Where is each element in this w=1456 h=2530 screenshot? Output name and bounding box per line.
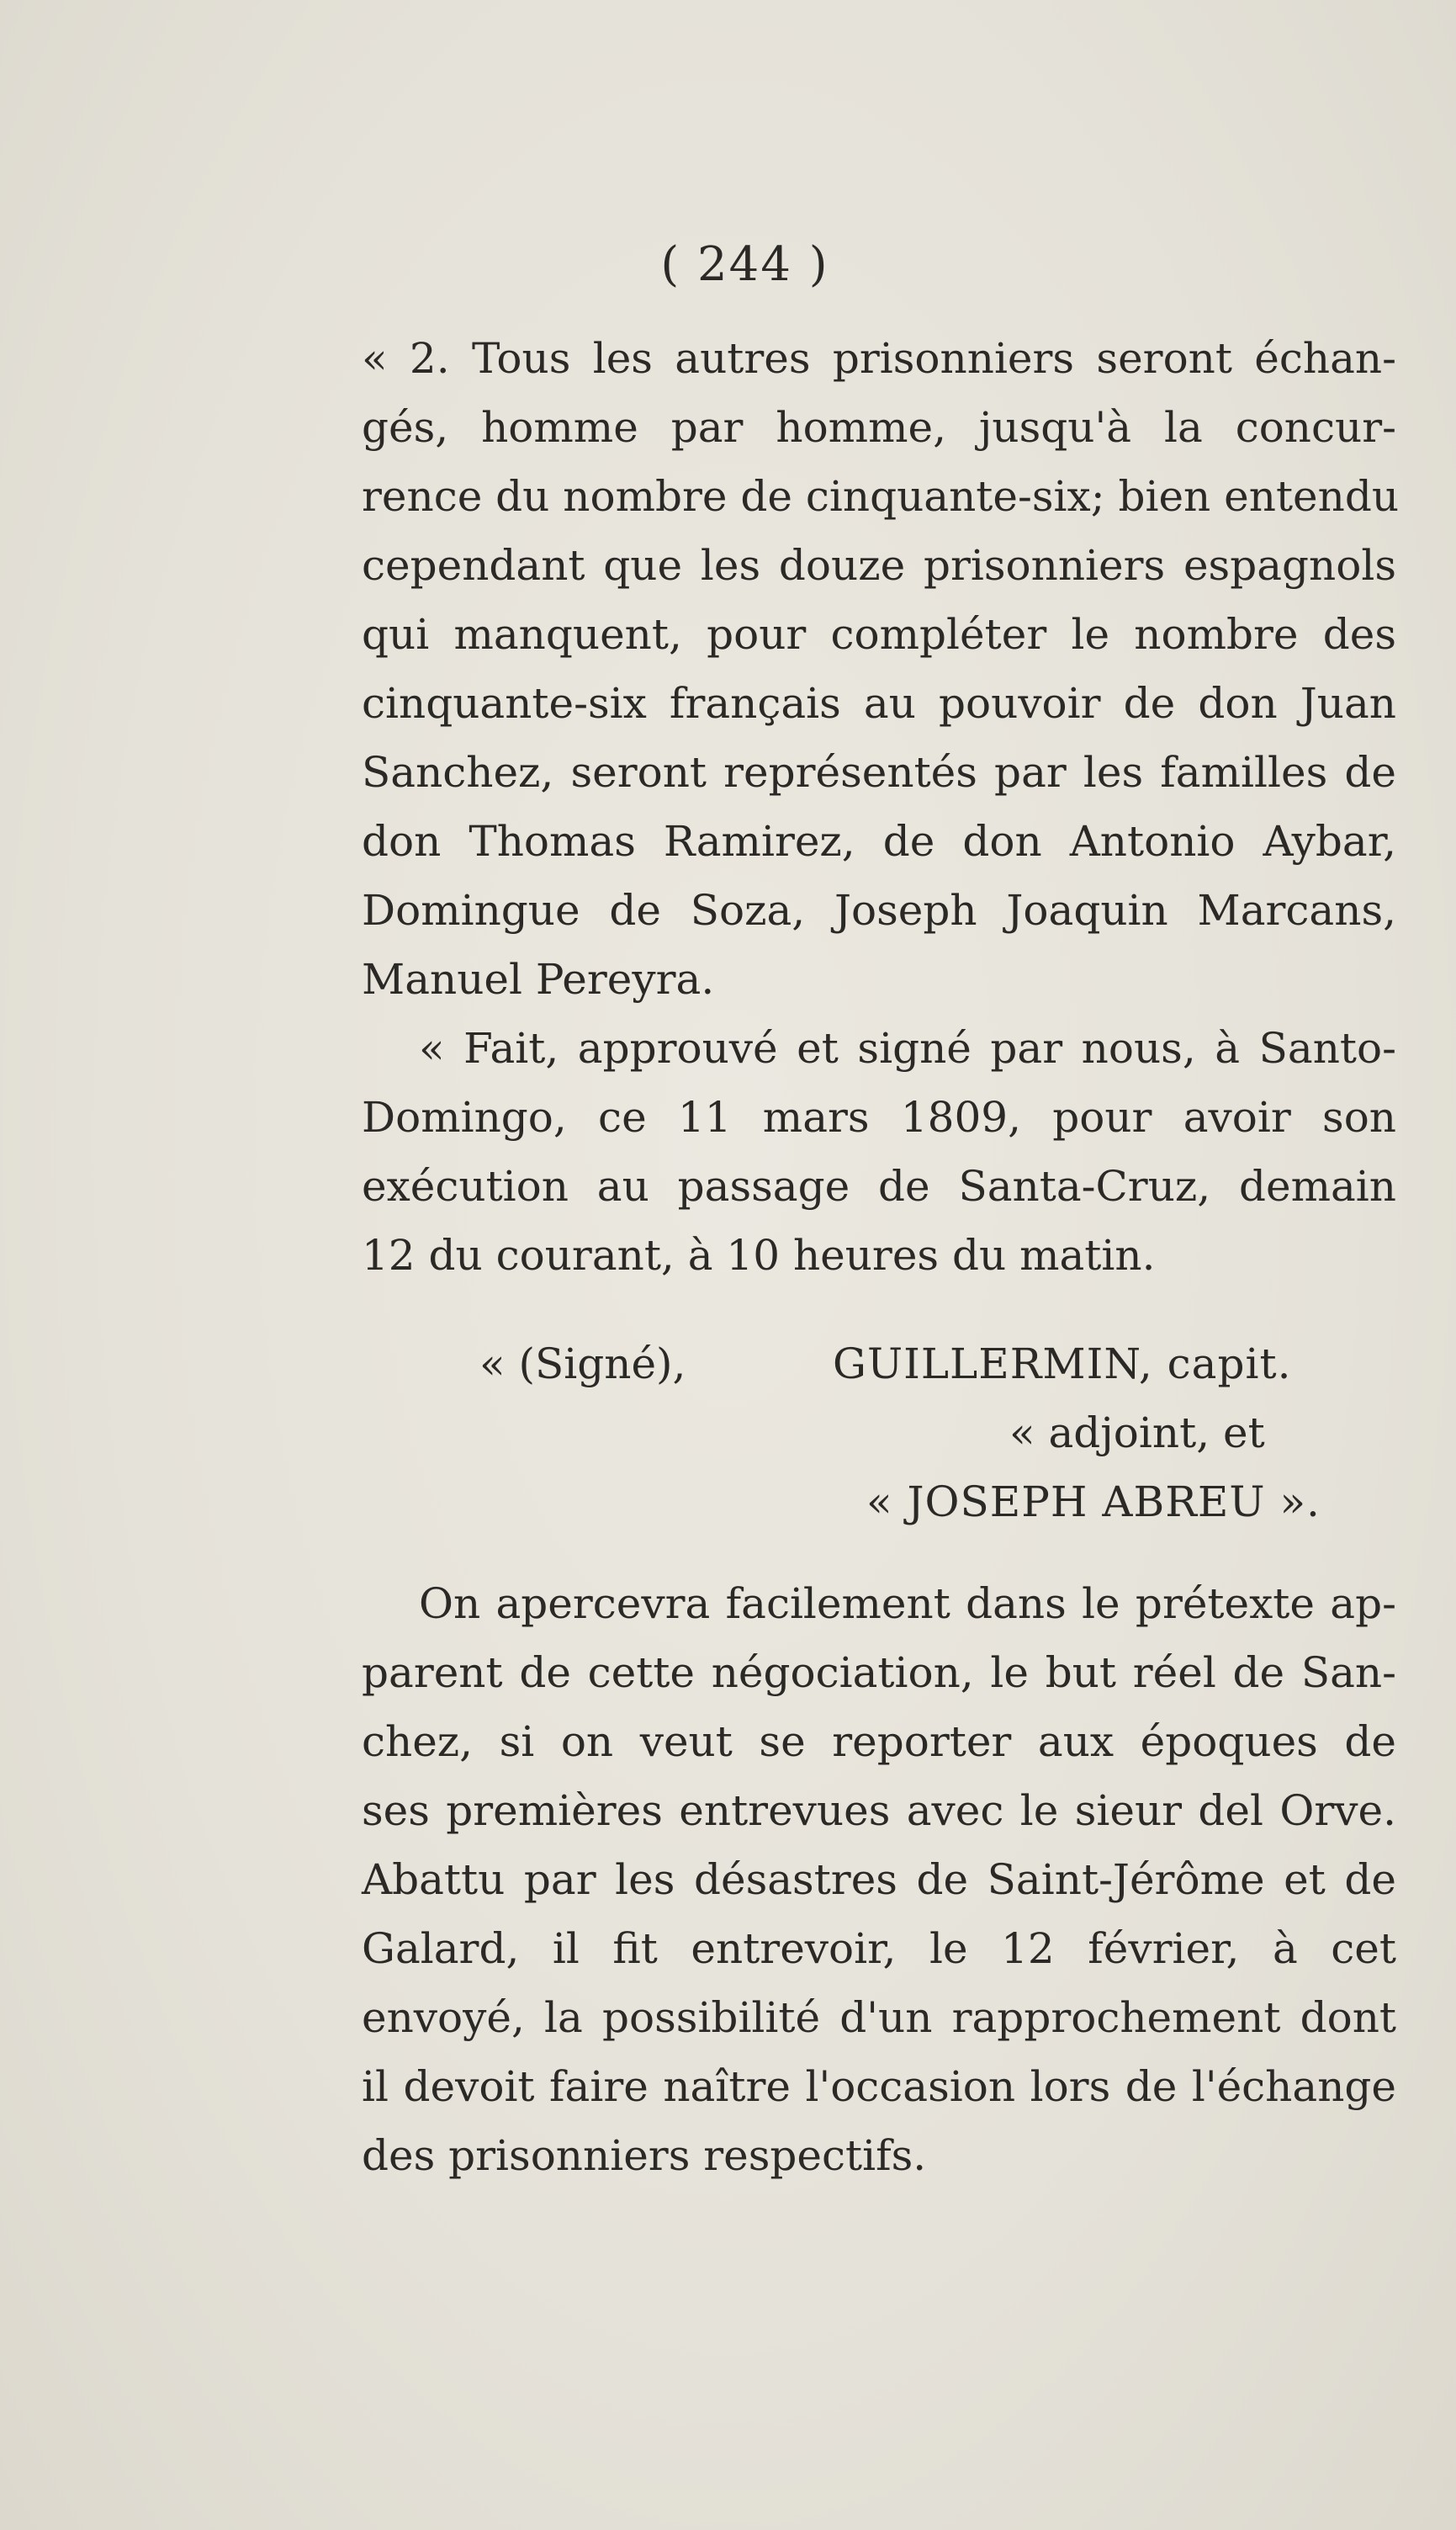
text-line: envoyé, la possibilité d'un rapprochement dont [362,1993,1396,2042]
text-line: On apercevra facilement dans le prétexte ap- [419,1579,1396,1628]
text-line: Abattu par les désastres de Saint-Jérôme et de [362,1855,1396,1904]
text-line: exécution au passage de Santa-Cruz, demain [362,1162,1396,1211]
text-line: Galard, il fit entrevoir, le 12 février, à cet [362,1924,1396,1973]
signatory-abreu: « JOSEPH ABREU ». [866,1477,1321,1526]
text-line: « Fait, approuvé et signé par nous, à Santo- [419,1024,1396,1073]
adjoint-label: « adjoint, et [1009,1408,1265,1457]
text-line: gés, homme par homme, jusqu'à la concur- [362,403,1396,452]
page-number: ( 244 ) [660,237,829,292]
signed-label: « (Signé), [479,1339,686,1388]
text-line: qui manquent, pour compléter le nombre des [362,610,1396,659]
text-line: il devoit faire naître l'occasion lors de l'échange [362,2062,1396,2111]
paragraph-prisoner-exchange [362,324,1400,1290]
text-line: ses premières entrevues avec le sieur del Orve. [362,1786,1396,1835]
signature-row [362,1398,1396,1467]
text-line: « 2. Tous les autres prisonniers seront échan- [362,334,1396,383]
text-line: 12 du courant, à 10 heures du matin. [362,1231,1156,1280]
text-line: parent de cette négociation, le but réel de San- [362,1648,1396,1697]
signature-row [362,1329,1396,1398]
text-line: chez, si on veut se reporter aux époques de [362,1717,1396,1766]
signatory-guillermin: GUILLERMIN, capit. [833,1339,1292,1388]
text-line: des prisonniers respectifs. [362,2131,927,2180]
paragraph-commentary [362,1569,1396,2190]
text-line: cependant que les douze prisonniers espagnols [362,541,1396,590]
text-line: don Thomas Ramirez, de don Antonio Aybar, [362,817,1396,866]
signature-row [362,1467,1396,1536]
text-line: Domingue de Soza, Joseph Joaquin Marcans, [362,886,1396,935]
signature-block [362,1329,1396,1536]
text-line: cinquante-six français au pouvoir de don Juan [362,679,1396,728]
text-line: Manuel Pereyra. [362,955,715,1004]
text-line: Sanchez, seront représentés par les familles de [362,748,1396,797]
text-line: rence du nombre de cinquante-six; bien entendu [362,472,1400,521]
text-line: Domingo, ce 11 mars 1809, pour avoir son [362,1093,1396,1142]
